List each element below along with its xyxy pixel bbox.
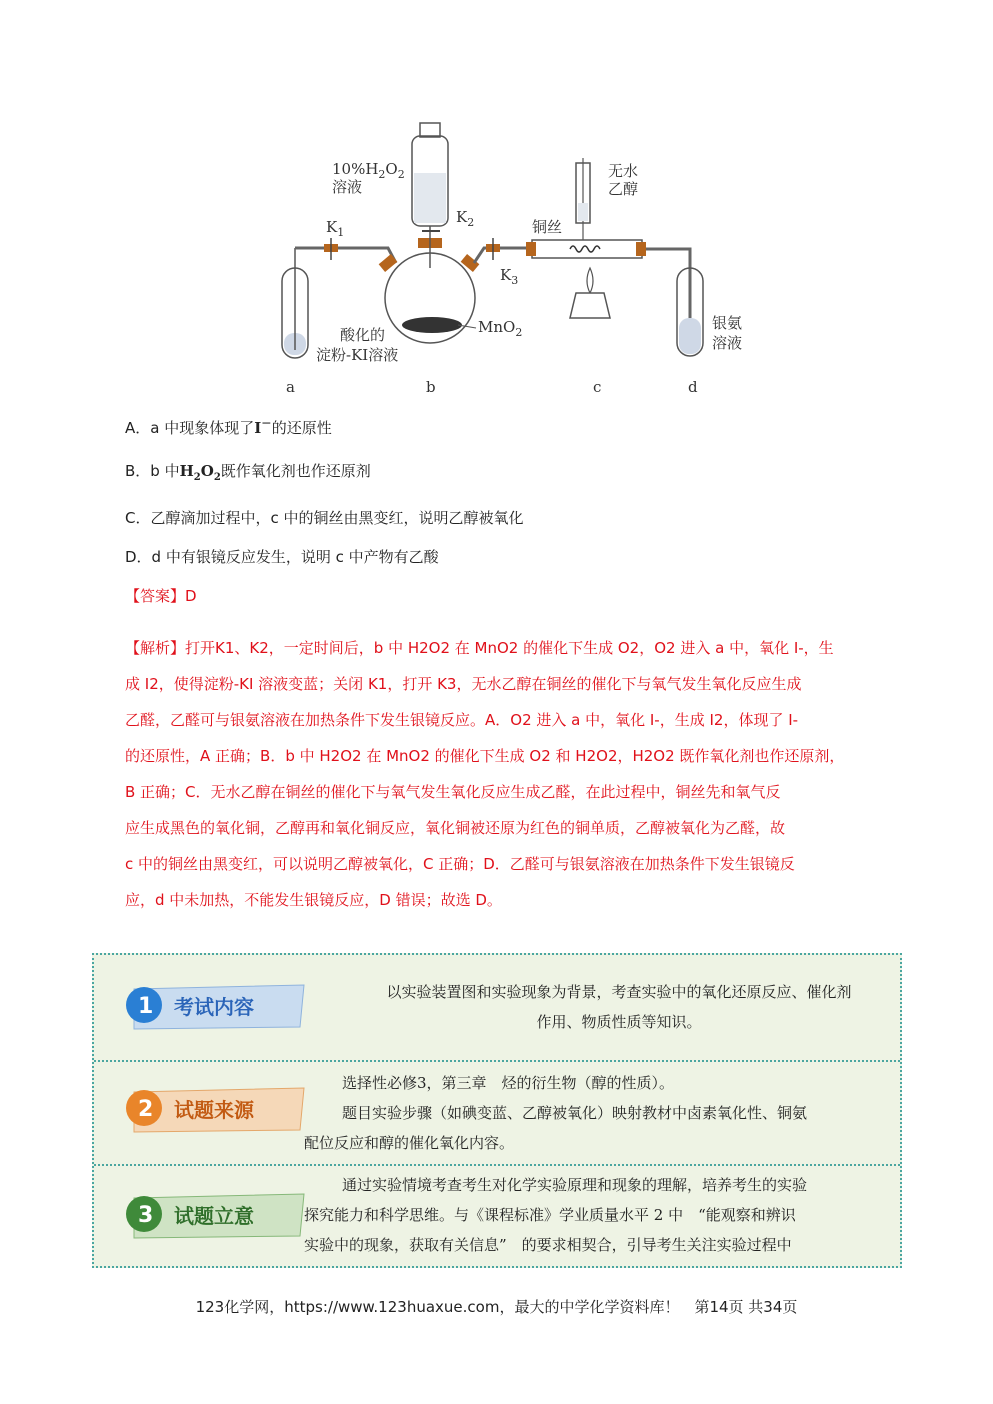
answer [125, 585, 197, 606]
analysis-line-5: B 正确；C．无水乙醇在铜丝的催化下与氧气发生氧化反应生成乙醛，在此过程中，铜丝先和氧气反 [125, 783, 781, 801]
mno2-solid [402, 317, 462, 333]
svg-text:K1: $K_1$ [326, 218, 345, 239]
tag-intent [114, 1190, 314, 1242]
reaction-tube-c [532, 240, 642, 258]
analysis-line-3: 乙醛，乙醛可与银氨溶液在加热条件下发生银镜反应。A．O2 进入 a 中，氧化 I-，生成 I2，体现了 I- [125, 711, 799, 729]
panel-row-source [94, 1060, 900, 1166]
analysis-line-2: 成 I2，使得淀粉-KI 溶液变蓝；关闭 K1，打开 K3，无水乙醇在铜丝的催化下与氧气发生氧化反应生成 [125, 675, 802, 693]
svg-text:K2: $K_2$ [456, 208, 475, 229]
svg-text:考试内容: 考试内容 [174, 995, 254, 1019]
svg-text:溶液: 溶液 [712, 334, 743, 352]
option-d: D．d 中有银镜反应发生，说明 c 中产物有乙酸 [125, 548, 439, 566]
svg-text:试题立意: 试题立意 [174, 1204, 254, 1228]
option-b: B．b 中$H_2O_2$既作氧化剂也作还原剂 [125, 462, 371, 483]
svg-text:2: 2 [138, 1097, 154, 1122]
apparatus-figure [270, 118, 780, 400]
svg-text:d: d [688, 378, 698, 396]
row-1-text: 以实验装置图和实验现象为背景，考查实验中的氧化还原反应、催化剂 作用、物质性质等知识。 [386, 983, 852, 1031]
row-3-text: 通过实验情境考查考生对化学实验原理和现象的理解，培养考生的实验 探究能力和科学思维。与《课程标准》学业质量水平 2 中 “能观察和辨识 实验中的现象，获取有关信息” 的要求相契合，引导考生关注实验过程中 [304, 1176, 808, 1254]
analysis-line-7: c 中的铜丝由黑变红，可以说明乙醇被氧化，C 正确；D．乙醛可与银氨溶液在加热条件下发生银镜反 [125, 855, 795, 873]
info-panel [92, 953, 902, 1268]
svg-text:酸化的: 酸化的 [340, 326, 386, 344]
analysis-line-8: 应，d 中未加热，不能发生银镜反应，D 错误；故选 D。 [125, 891, 502, 909]
analysis [125, 630, 905, 918]
copper-wire [570, 246, 600, 252]
analysis-label: 【解析】 [125, 639, 186, 657]
answer-value: D [185, 587, 197, 605]
page-footer: 123化学网，https://www.123huaxue.com，最大的中学化学资料库！ 第14页 共34页 [195, 1298, 798, 1316]
svg-text:1: 1 [138, 994, 154, 1019]
svg-text:铜丝: 铜丝 [532, 218, 563, 236]
svg-text:b: b [426, 378, 436, 396]
svg-text:K3: $K_3$ [500, 266, 519, 287]
svg-text:乙醇: 乙醇 [608, 180, 639, 198]
svg-text:银氨: 银氨 [712, 314, 743, 332]
answer-label: 【答案】 [125, 587, 186, 605]
panel-row-exam-content [94, 955, 900, 1062]
svg-text:a: a [286, 378, 295, 396]
option-a: A．a 中现象体现了I−的还原性 [125, 415, 332, 437]
svg-text:c: c [593, 378, 602, 396]
tag-source [114, 1084, 314, 1136]
svg-text:MnO2: MnO$_2$ [478, 318, 523, 339]
svg-text:3: 3 [138, 1203, 154, 1228]
panel-row-intent [94, 1164, 900, 1266]
svg-text:10%H2O2: $10\%H_2O_2$ [332, 160, 405, 181]
analysis-line-6: 应生成黑色的氧化铜，乙醇再和氧化铜反应，氧化铜被还原为红色的铜单质，乙醇被氧化为乙醛，故 [125, 819, 786, 837]
svg-text:试题来源: 试题来源 [174, 1098, 254, 1122]
analysis-line-1: 打开K1、K2，一定时间后，b 中 H2O2 在 MnO2 的催化下生成 O2，O2 进入 a 中，氧化 I-，生 [185, 639, 834, 657]
svg-text:淀粉-KI溶液: 淀粉-KI溶液 [316, 346, 399, 364]
analysis-line-4: 的还原性，A 正确；B．b 中 H2O2 在 MnO2 的催化下生成 O2 和 H2O2，H2O2 既作氧化剂也作还原剂， [125, 747, 845, 765]
apparatus-diagram [270, 118, 780, 400]
row-2-text: 选择性必修3，第三章 烃的衍生物（醇的性质）。 题目实验步骤（如碘变蓝、乙醇被氧化）映射教材中卤素氧化性、铜氨 配位反应和醇的催化氧化内容。 [304, 1074, 808, 1152]
svg-text:溶液: 溶液 [332, 178, 363, 196]
tag-exam-content [114, 981, 314, 1033]
svg-text:无水: 无水 [608, 162, 639, 180]
option-c: C．乙醇滴加过程中，c 中的铜丝由黑变红，说明乙醇被氧化 [125, 509, 524, 527]
alcohol-lamp [570, 293, 610, 318]
